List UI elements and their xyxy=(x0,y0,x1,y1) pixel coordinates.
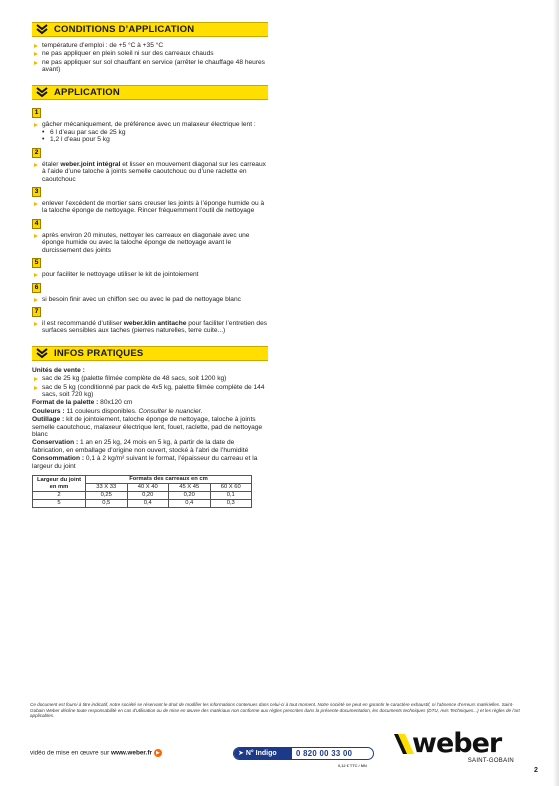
step-text: enlever l’excédent de mortier sans creuser les joints à l’éponge humide ou à la taloche éponge de nettoyage. Rincer fréquemment l’outil de nettoyage xyxy=(32,200,268,215)
conditions-item: ne pas appliquer en plein soleil ni sur des carreaux chauds xyxy=(32,50,268,57)
main-content xyxy=(32,22,268,508)
table-format: 40 X 40 xyxy=(127,484,169,492)
table-format: 45 X 45 xyxy=(169,484,211,492)
table-row: 2 0,25 0,20 0,20 0,1 xyxy=(33,492,252,500)
indigo-label: ➤ N° Indigo xyxy=(234,748,292,759)
chevron-down-icon xyxy=(35,24,49,35)
step-text: après environ 20 minutes, nettoyer les carreaux en diagonale avec une éponge humide ou avec la taloche éponge de nettoyage avant le durcissement des joints xyxy=(32,232,268,254)
table-format: 33 X 33 xyxy=(86,484,128,492)
play-icon: ▶ xyxy=(154,749,162,757)
table-header-width: Largeur du joint en mm xyxy=(33,476,86,492)
step-text: pour faciliter le nettoyage utiliser le kit de jointoiement xyxy=(32,271,268,278)
indigo-tarif: 0,12 € TTC / MN xyxy=(338,763,367,768)
table-format: 60 X 60 xyxy=(210,484,252,492)
conditions-item: température d’emploi : de +5 °C à +35 °C xyxy=(32,42,268,49)
footer-disclaimer: Ce document est fourni à titre indicatif, notre société se réservant le droit de modifier les informations contenues dans celui-ci à tout moment. Notre société ne peut en garantir le caractère exhaustif, ni l’absence d’erreurs matérielles. Saint-Gobain Weber décline toute responsabilité en cas d’utilisation ou de mise en œuvre des matériaux non conforme aux règles prescrites dans la présente documentation, les documents techniques (DTU, Avis Techniques...) et les règles de l’art applicables. xyxy=(30,702,520,719)
indigo-phone-badge[interactable] xyxy=(233,747,374,760)
page-number: 2 xyxy=(534,767,538,774)
infos-title: INFOS PRATIQUES xyxy=(54,347,144,359)
conservation-line: Conservation : 1 an en 25 kg, 24 mois en 5 kg, à partir de la date de fabrication, en emballage d’origine non ouvert, stocké à l’abri de l’humidité xyxy=(32,439,249,454)
conditions-item: ne pas appliquer sur sol chauffant en service (arrêter le chauffage 48 heures avant) xyxy=(32,59,268,74)
indigo-number: 0 820 00 33 00 xyxy=(296,749,353,758)
step-number: 4 xyxy=(32,219,41,229)
application-header xyxy=(32,85,268,100)
application-title: APPLICATION xyxy=(54,86,120,98)
outillage-line: Outillage : kit de jointoiement, taloche éponge de nettoyage, taloche à joints semelle caoutchouc, malaxeur électrique lent, fouet, raclette, pad de nettoyage blanc xyxy=(32,416,263,438)
consommation-line: Consommation : 0,1 à 2 kg/m² suivant le format, l’épaisseur du carreau et la largeur du joint xyxy=(32,455,258,470)
video-line: vidéo de mise en œuvre sur www.weber.fr ▶ xyxy=(30,749,162,757)
conditions-header xyxy=(32,22,268,37)
step-sub-item: • 6 l d’eau par sac de 25 kg xyxy=(32,129,268,136)
logo-subtitle: SAINT-GOBAIN xyxy=(467,758,514,764)
step-sub-item: • 1,2 l d’eau pour 5 kg xyxy=(32,136,268,143)
step-number: 1 xyxy=(32,108,41,118)
step-number: 3 xyxy=(32,187,41,197)
conditions-title: CONDITIONS D’APPLICATION xyxy=(54,24,195,35)
vente-label: Unités de vente : xyxy=(32,366,85,374)
page-edge-shadow xyxy=(553,0,559,786)
step-number: 7 xyxy=(32,307,41,317)
palette-line: Format de la palette : 80x120 cm xyxy=(32,399,133,407)
vente-item: sac de 5 kg (conditionné par pack de 4x5 kg, palette filmée complète de 144 sacs, soit 720 kg) xyxy=(32,384,268,399)
consumption-table xyxy=(32,475,252,508)
step-text: si besoin finir avec un chiffon sec ou avec le pad de nettoyage blanc xyxy=(32,296,268,303)
step-number: 5 xyxy=(32,258,41,268)
step-text: gâcher mécaniquement, de préférence avec un malaxeur électrique lent : xyxy=(32,121,268,128)
chevron-down-icon xyxy=(35,348,49,359)
step-text: il est recommandé d’utiliser weber.klin antitache pour faciliter l’entretien des surfaces sensibles aux taches (pierres naturelles, terre cuite...) xyxy=(32,320,268,335)
table-header-formats: Formats des carreaux en cm xyxy=(86,476,252,484)
step-number: 2 xyxy=(32,148,41,158)
arrow-right-icon: ➤ xyxy=(238,750,244,757)
couleurs-line: Couleurs : 11 couleurs disponibles. Consulter le nuancier. xyxy=(32,407,203,415)
chevron-down-icon xyxy=(35,87,49,98)
infos-header xyxy=(32,346,268,361)
table-row: 5 0,5 0,4 0,4 0,3 xyxy=(33,500,252,508)
weber-link[interactable]: www.weber.fr xyxy=(110,749,152,757)
vente-item: sac de 25 kg (palette filmée complète de 48 sacs, soit 1200 kg) xyxy=(32,375,268,382)
step-text: étaler weber.joint intégral et lisser en mouvement diagonal sur les carreaux à l’aide d’une taloche à joints semelle caoutchouc ou d’une raclette en caoutchouc xyxy=(32,161,268,183)
step-number: 6 xyxy=(32,283,41,293)
weber-logo xyxy=(392,729,518,769)
logo-wordmark: weber xyxy=(412,728,502,759)
